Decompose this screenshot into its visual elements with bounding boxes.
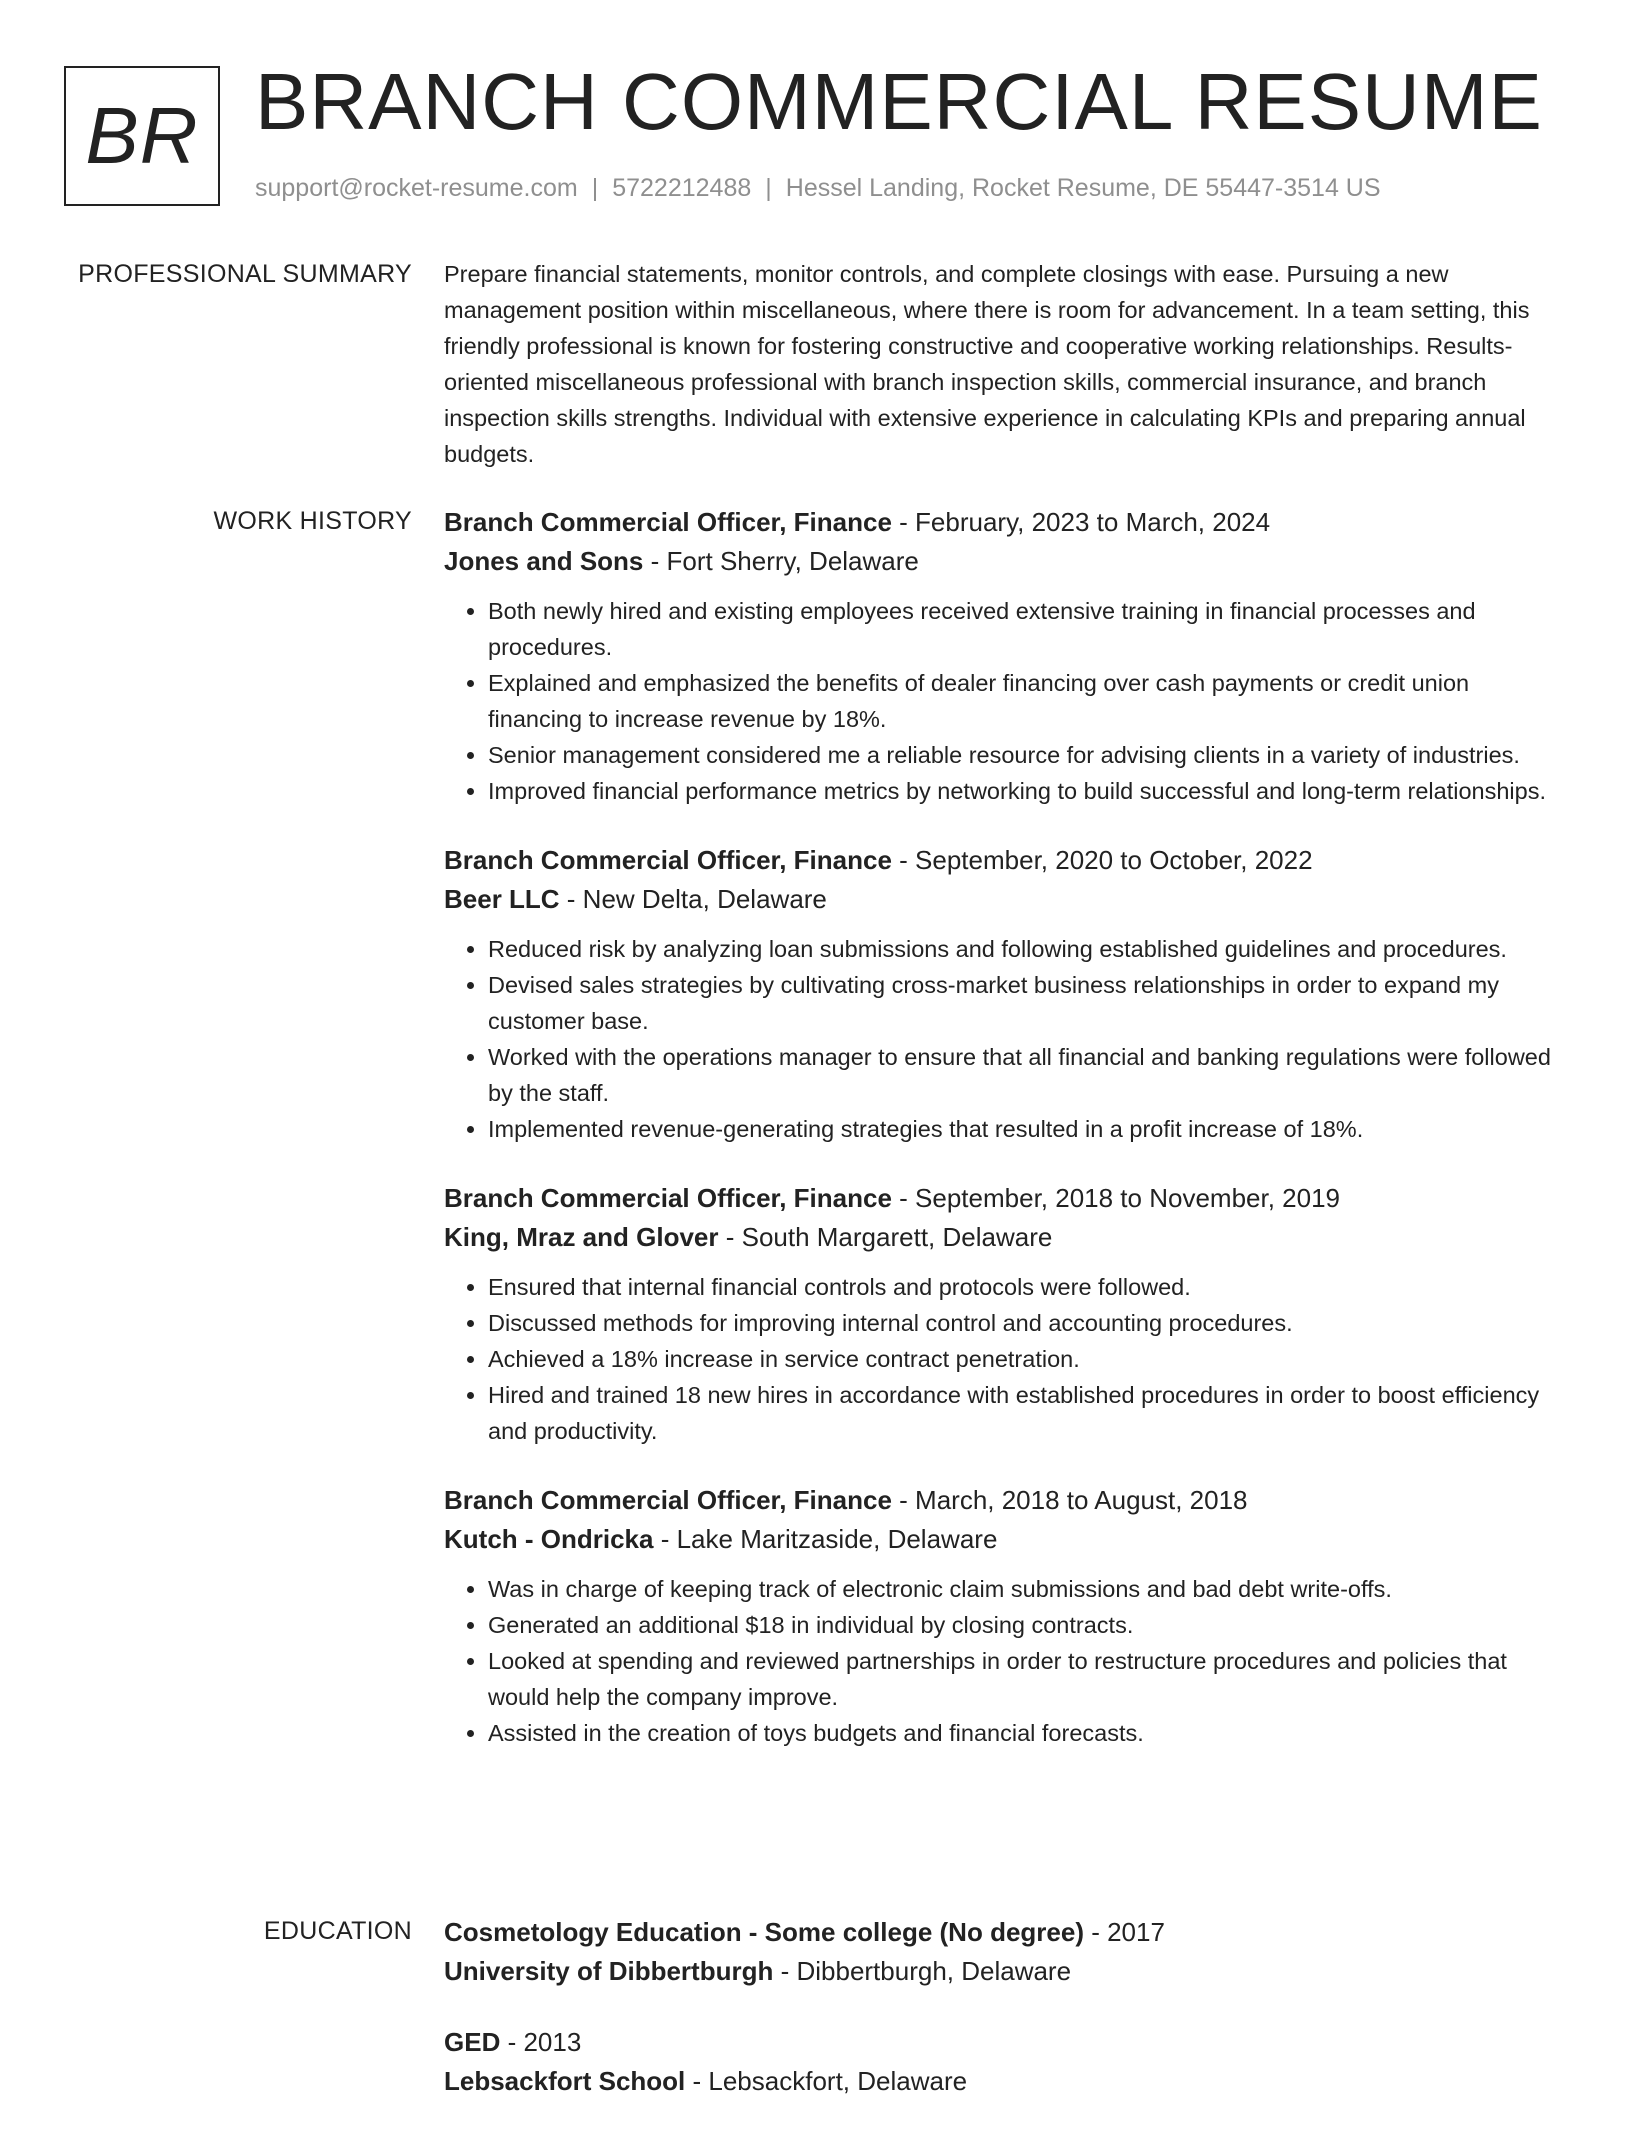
contact-separator: | [591, 174, 599, 202]
education-location: - Dibbertburgh, Delaware [773, 1956, 1072, 1986]
job-title: Branch Commercial Officer, Finance [444, 1485, 892, 1515]
job-title: Branch Commercial Officer, Finance [444, 845, 892, 875]
job-bullet: • Reduced risk by analyzing loan submissions and following established guidelines and procedures. [488, 931, 1560, 967]
job-bullet: • Assisted in the creation of toys budgets and financial forecasts. [488, 1715, 1560, 1751]
resume-title: BRANCH COMMERCIAL RESUME [255, 57, 1543, 146]
contact-line [255, 174, 1381, 203]
job-bullet: • Improved financial performance metrics by networking to build successful and long-term relationships. [488, 773, 1560, 809]
job-bullet: • Implemented revenue-generating strategies that resulted in a profit increase of 18%. [488, 1111, 1560, 1147]
job-location: - Fort Sherry, Delaware [643, 546, 919, 576]
contact-address: Hessel Landing, Rocket Resume, DE 55447-3514 US [785, 174, 1381, 202]
education-entry [444, 2023, 1560, 2101]
job-dates: - February, 2023 to March, 2024 [891, 507, 1271, 537]
job-bullet: • Senior management considered me a reliable resource for advising clients in a variety of industries. [488, 737, 1560, 773]
contact-phone[interactable]: 5722212488 [612, 174, 752, 202]
job-entry [444, 841, 1560, 1147]
job-location: - New Delta, Delaware [559, 884, 827, 914]
job-company: King, Mraz and Glover [444, 1222, 719, 1252]
summary-text: Prepare financial statements, monitor controls, and complete closings with ease. Pursuing a new management position within miscellaneous, where there is room for advancement. In a team setting, this friendly professional is known for fostering constructive and cooperative working relationships. Results-oriented miscellaneous professional with branch inspection skills, commercial insurance, and branch inspection skills strengths. Individual with extensive experience in calculating KPIs and preparing annual budgets. [444, 261, 1530, 467]
education-school: University of Dibbertburgh [444, 1956, 774, 1986]
education-degree: GED [444, 2027, 501, 2057]
job-title: Branch Commercial Officer, Finance [444, 1183, 892, 1213]
job-company: Jones and Sons [444, 546, 644, 576]
job-company: Kutch - Ondricka [444, 1524, 654, 1554]
job-dates: - September, 2020 to October, 2022 [891, 845, 1313, 875]
education-school: Lebsackfort School [444, 2066, 686, 2096]
job-list [444, 503, 1560, 1783]
job-bullet: • Discussed methods for improving internal control and accounting procedures. [488, 1305, 1560, 1341]
education-entry [444, 1913, 1560, 1991]
monogram-text: BR [85, 91, 199, 180]
job-entry [444, 503, 1560, 809]
job-bullet: • Explained and emphasized the benefits of dealer financing over cash payments or credit union financing to increase revenue by 18%. [488, 665, 1560, 737]
job-bullet: • Worked with the operations manager to ensure that all financial and banking regulations were followed by the staff. [488, 1039, 1560, 1111]
job-bullets [444, 1269, 1560, 1449]
education-year: - 2017 [1083, 1917, 1165, 1947]
monogram-logo [64, 66, 220, 206]
job-dates: - March, 2018 to August, 2018 [891, 1485, 1248, 1515]
job-dates: - September, 2018 to November, 2019 [891, 1183, 1340, 1213]
section-label-work-history: WORK HISTORY [213, 507, 412, 535]
education-list [444, 1913, 1560, 2133]
section-label-summary: PROFESSIONAL SUMMARY [78, 260, 412, 288]
job-bullets [444, 1571, 1560, 1751]
contact-separator: | [765, 174, 772, 202]
job-bullet: • Both newly hired and existing employees received extensive training in financial processes and procedures. [488, 593, 1560, 665]
job-bullet: • Generated an additional $18 in individual by closing contracts. [488, 1607, 1560, 1643]
job-entry [444, 1481, 1560, 1751]
section-label-education: EDUCATION [263, 1917, 412, 1945]
job-title: Branch Commercial Officer, Finance [444, 507, 892, 537]
job-bullet: • Was in charge of keeping track of electronic claim submissions and bad debt write-offs. [488, 1571, 1560, 1607]
education-degree: Cosmetology Education - Some college (No degree) [444, 1917, 1084, 1947]
job-bullets [444, 593, 1560, 809]
job-company: Beer LLC [444, 884, 560, 914]
education-year: - 2013 [500, 2027, 582, 2057]
job-bullet: • Achieved a 18% increase in service contract penetration. [488, 1341, 1560, 1377]
job-entry [444, 1179, 1560, 1449]
job-bullets [444, 931, 1560, 1147]
job-location: - South Margarett, Delaware [718, 1222, 1053, 1252]
education-location: - Lebsackfort, Delaware [685, 2066, 968, 2096]
contact-email[interactable]: support@rocket-resume.com [255, 174, 578, 202]
job-bullet: • Looked at spending and reviewed partnerships in order to restructure procedures and policies that would help the company improve. [488, 1643, 1560, 1715]
job-bullet: • Ensured that internal financial controls and protocols were followed. [488, 1269, 1560, 1305]
job-bullet: • Hired and trained 18 new hires in accordance with established procedures in order to boost efficiency and productivity. [488, 1377, 1560, 1449]
job-location: - Lake Maritzaside, Delaware [653, 1524, 998, 1554]
job-bullet: • Devised sales strategies by cultivating cross-market business relationships in order to expand my customer base. [488, 967, 1560, 1039]
